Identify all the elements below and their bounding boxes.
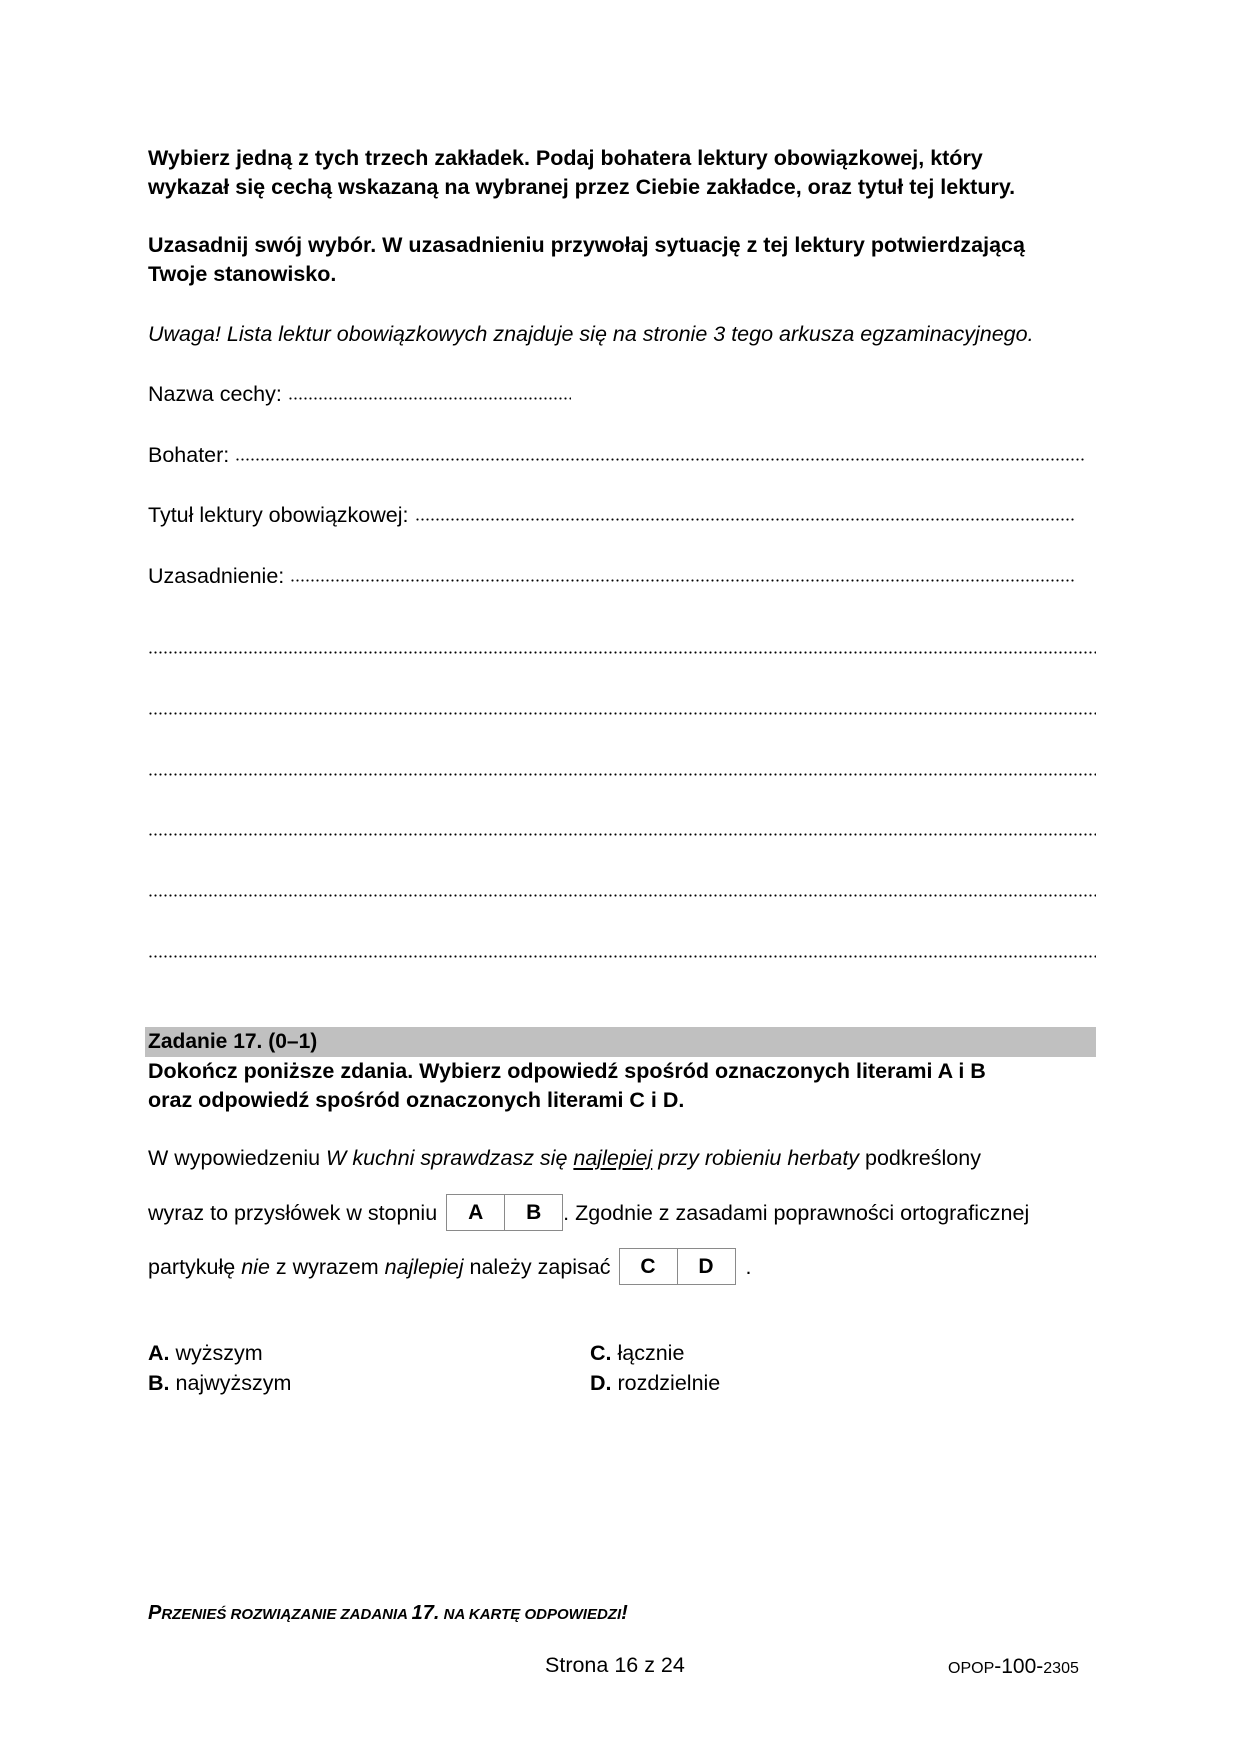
answer-line[interactable] [148,955,1096,958]
option-b [148,1368,291,1398]
sentence-italic: przy robieniu herbaty [652,1146,860,1170]
transfer-note-part: NA KARTĘ ODPOWIEDZI [439,1606,622,1623]
answer-line[interactable] [148,833,1096,836]
hero-label: Bohater: [148,443,230,467]
trait-field[interactable] [148,379,571,409]
option-text: rozdzielnie [617,1371,721,1395]
answer-line[interactable] [148,894,1096,897]
sentence-italic: W kuchni sprawdzasz się [326,1146,574,1170]
option-a [148,1338,263,1368]
transfer-note-part: 17. [411,1602,440,1624]
answer-line[interactable] [148,773,1096,776]
sentence-text: należy zapisać [463,1255,611,1280]
option-letter: C. [590,1341,612,1365]
sentence-text: . Zgodnie z zasadami poprawności ortograficznej [563,1201,1030,1226]
option-d [590,1368,720,1398]
answer-cell-c[interactable]: C [640,1255,656,1278]
task-instruction: oraz odpowiedź spośród oznaczonych literami C i D. [148,1088,685,1112]
sentence-text: partykułę [148,1255,242,1280]
trait-answer-line[interactable] [288,397,571,400]
exam-code-part: OPOP [948,1660,995,1677]
option-c [590,1338,684,1368]
exam-code-part: -100- [994,1655,1044,1678]
sentence-text: W wypowiedzeniu [148,1146,327,1170]
instruction-line: Uzasadnij swój wybór. W uzasadnieniu przywołaj sytuację z tej lektury potwierdzającą [148,233,1025,257]
task-instruction: Dokończ poniższe zdania. Wybierz odpowiedź spośród oznaczonych literami A i B [148,1059,986,1083]
hero-answer-line[interactable] [235,458,1086,461]
transfer-note-part: ! [621,1602,628,1624]
option-letter: B. [148,1371,170,1395]
trait-label: Nazwa cechy: [148,382,282,406]
sentence-italic: najlepiej [384,1255,464,1280]
task-header [145,1027,1096,1057]
underlined-word: najlepiej [573,1146,653,1170]
title-label: Tytuł lektury obowiązkowej: [148,503,409,527]
answer-line[interactable] [148,712,1096,715]
sentence-text: podkreślony [859,1146,981,1170]
justification-answer-line[interactable] [290,579,1074,582]
title-field[interactable] [148,500,1075,530]
sentence-text: wyraz to przysłówek w stopniu [148,1201,438,1226]
justification-field[interactable] [148,561,1074,591]
answer-line[interactable] [148,651,1096,654]
option-text: wyższym [175,1341,263,1365]
task-sentence-2 [148,1196,1098,1233]
answer-box-cd[interactable] [619,1248,736,1285]
page-number: Strona 16 z 24 [545,1653,685,1677]
task-header-title: Zadanie 17. (0–1) [148,1030,318,1053]
note: Uwaga! Lista lektur obowiązkowych znajduje się na stronie 3 tego arkusza egzaminacyjnego. [148,322,1034,346]
instruction-line: Twoje stanowisko. [148,262,337,286]
transfer-note [148,1600,628,1628]
exam-code [948,1655,1079,1681]
justification-label: Uzasadnienie: [148,564,285,588]
option-letter: A. [148,1341,170,1365]
option-text: najwyższym [175,1371,292,1395]
sentence-text: z wyrazem [269,1255,385,1280]
exam-code-part: 2305 [1043,1660,1079,1677]
instruction-line: Wybierz jedną z tych trzech zakładek. Podaj bohatera lektury obowiązkowej, który [148,146,983,170]
answer-box-ab[interactable] [446,1194,563,1231]
answer-cell-d[interactable]: D [677,1249,735,1284]
option-letter: D. [590,1371,612,1395]
transfer-note-part: RZENIEŚ ROZWIĄZANIE ZADANIA [161,1606,412,1623]
answer-cell-a[interactable]: A [468,1201,484,1224]
sentence-end: . [745,1255,752,1280]
answer-cell-b[interactable]: B [504,1195,562,1230]
transfer-note-part: P [148,1602,162,1624]
hero-field[interactable] [148,440,1086,470]
sentence-italic: nie [241,1255,270,1280]
title-answer-line[interactable] [415,518,1075,521]
task-sentence-3 [148,1250,1098,1287]
instruction-line: wykazał się cechą wskazaną na wybranej przez Ciebie zakładce, oraz tytuł tej lektury. [148,175,1016,199]
task-sentence-1 [148,1143,1098,1173]
option-text: łącznie [617,1341,685,1365]
